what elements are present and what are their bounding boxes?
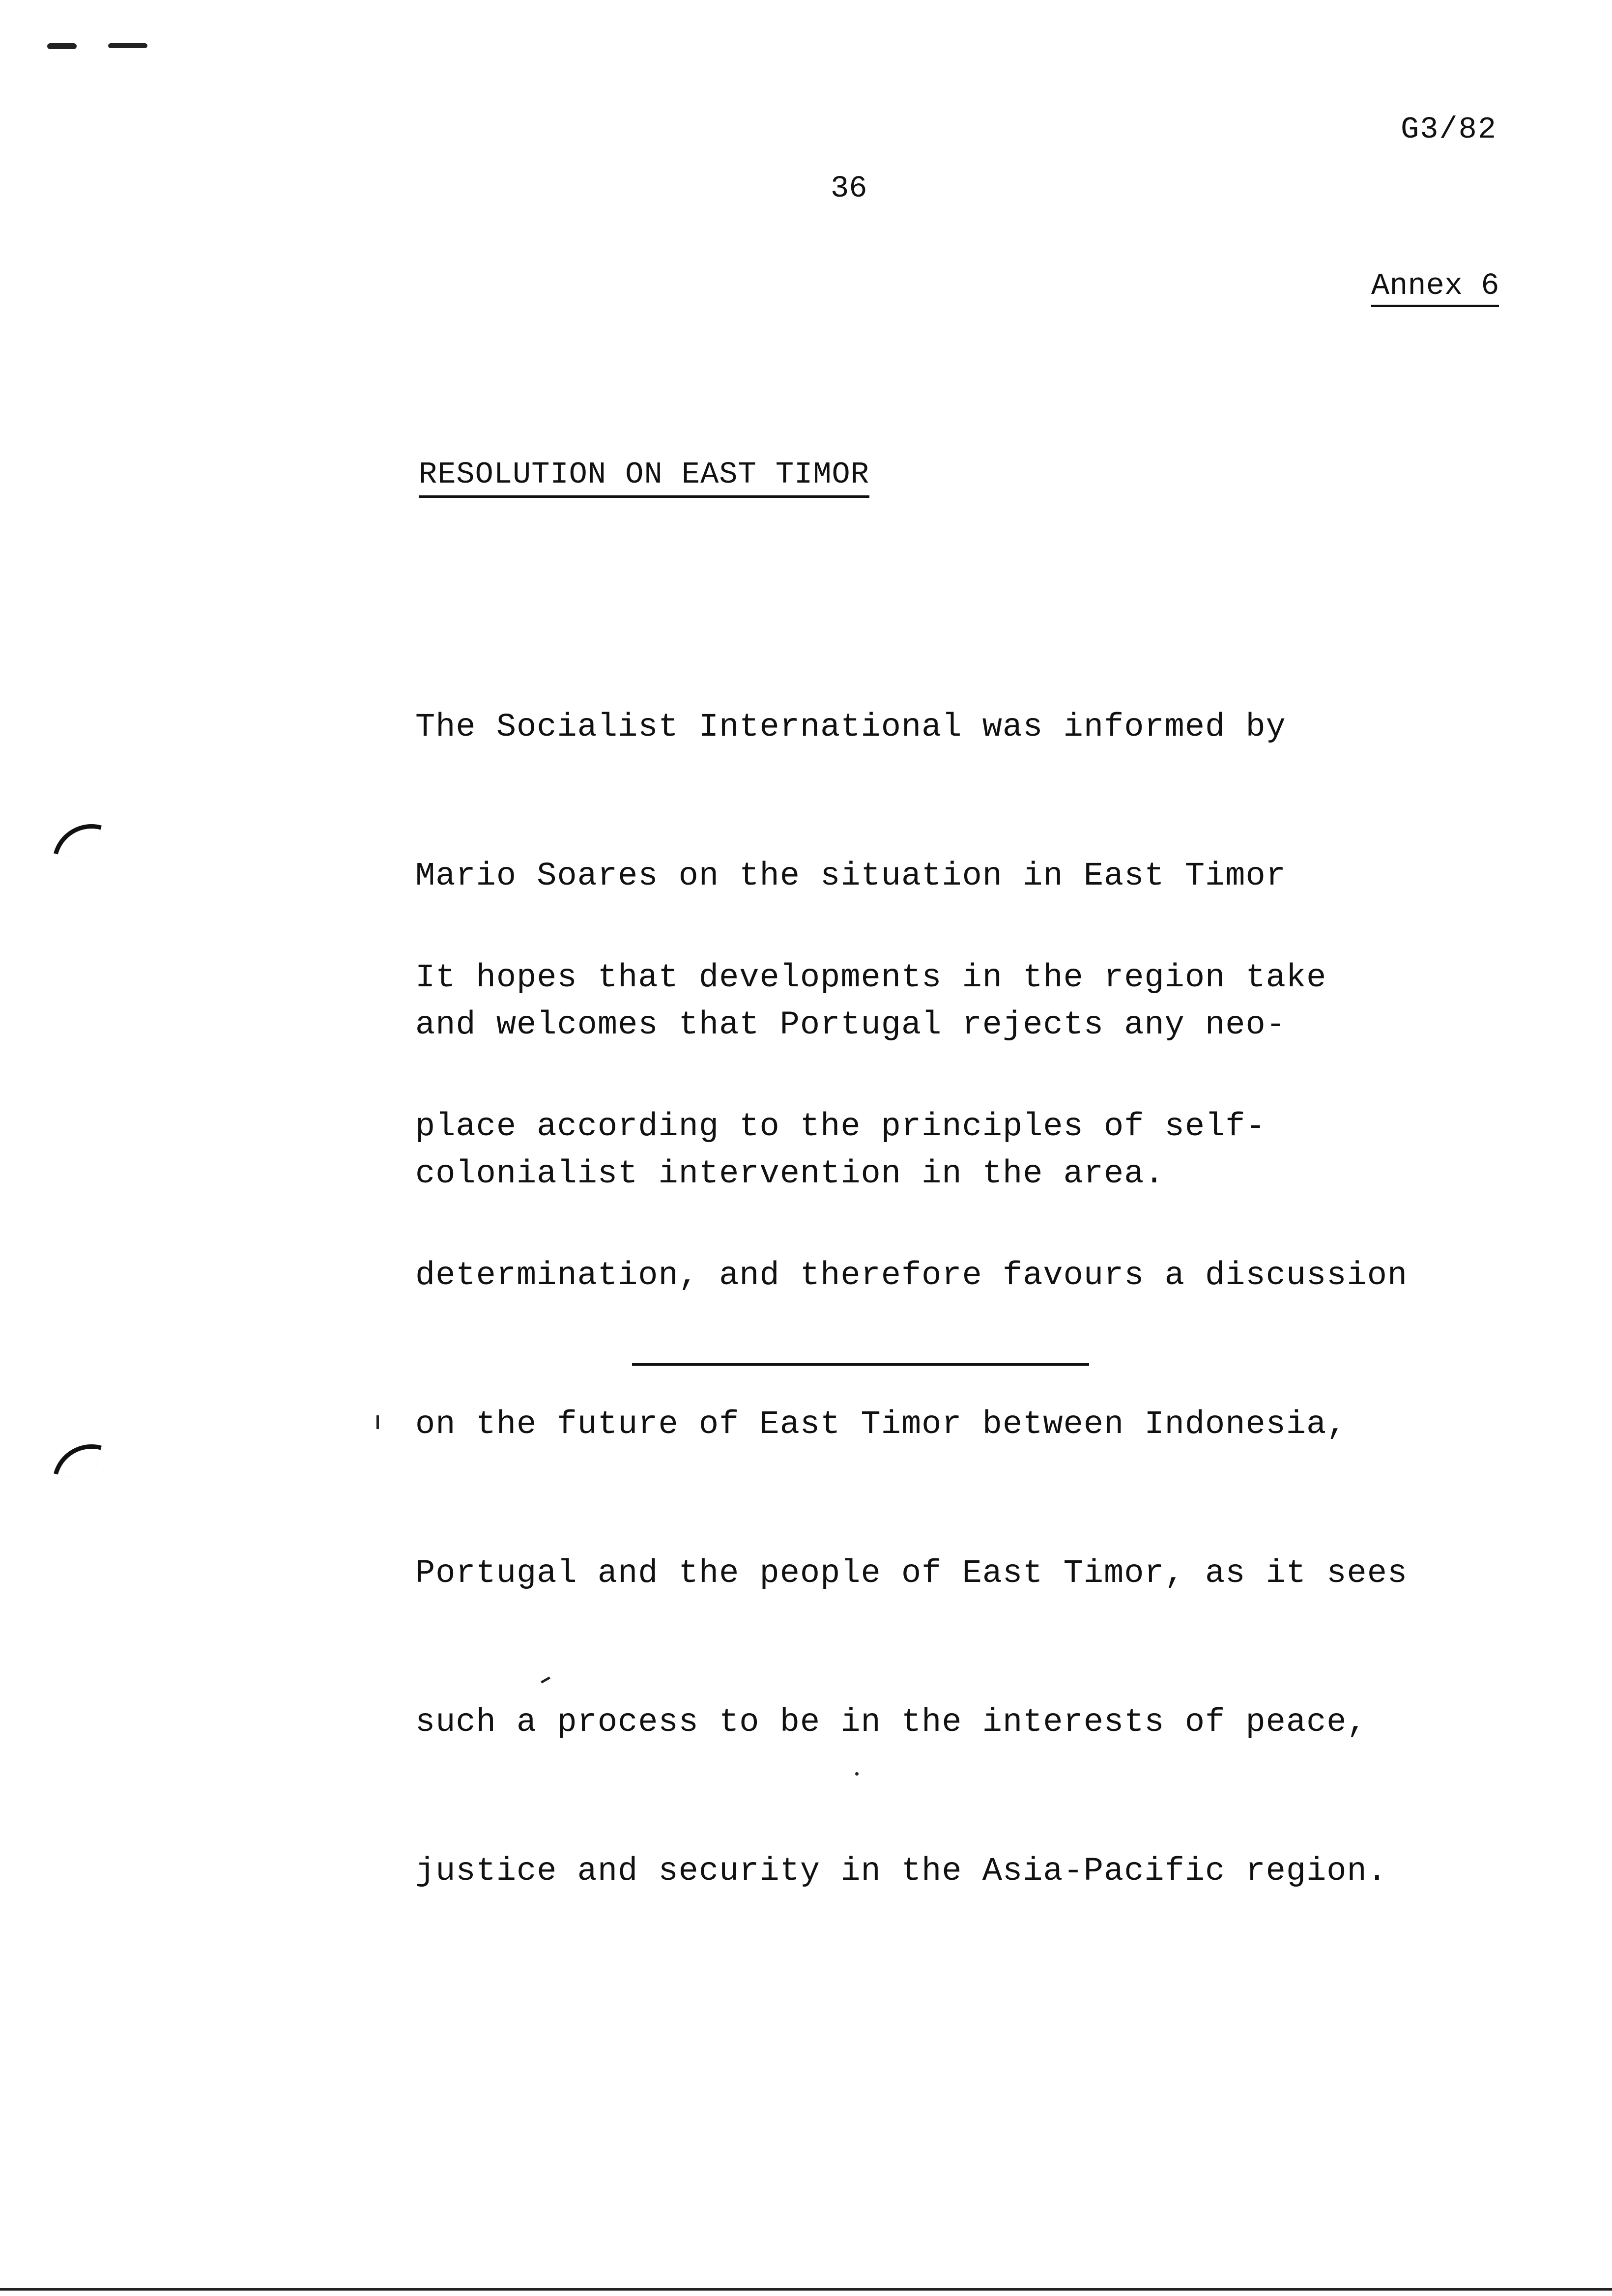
body-paragraph	[415, 854, 1408, 1996]
scan-artifact-mark	[108, 43, 147, 48]
punch-hole-mark	[54, 815, 102, 863]
paragraph-line: place according to the principles of self-	[415, 1108, 1266, 1146]
punch-hole-mark	[54, 1435, 102, 1484]
paragraph-line: It hopes that developments in the region take	[415, 959, 1327, 997]
document-reference-code: G3/82	[1401, 112, 1497, 147]
paragraph-line: on the future of East Timor between Indonesia,	[415, 1406, 1347, 1443]
scan-artifact-mark	[47, 43, 77, 49]
paragraph-line: Portugal and the people of East Timor, as it sees	[415, 1555, 1408, 1592]
paragraph-line: justice and security in the Asia-Pacific region.	[415, 1853, 1387, 1890]
paragraph-line: The Socialist International was informed by	[415, 709, 1286, 746]
resolution-title: RESOLUTION ON EAST TIMOR	[419, 458, 869, 498]
scan-artifact-mark	[855, 1772, 859, 1776]
paragraph-line: and welcomes that Portugal rejects any neo-	[415, 1006, 1286, 1044]
end-of-text-rule	[632, 1363, 1089, 1366]
paragraph-line: determination, and therefore favours a discussion	[415, 1257, 1408, 1294]
page-number: 36	[831, 171, 867, 206]
page-bottom-edge	[0, 2288, 1612, 2291]
paragraph-line: Mario Soares on the situation in East Timor	[415, 858, 1286, 895]
annex-label: Annex 6	[1371, 269, 1499, 307]
paragraph-line: such a process to be in the interests of peace,	[415, 1704, 1367, 1741]
scan-artifact-mark	[376, 1415, 379, 1429]
paragraph-line: colonialist intervention in the area.	[415, 1155, 1165, 1193]
